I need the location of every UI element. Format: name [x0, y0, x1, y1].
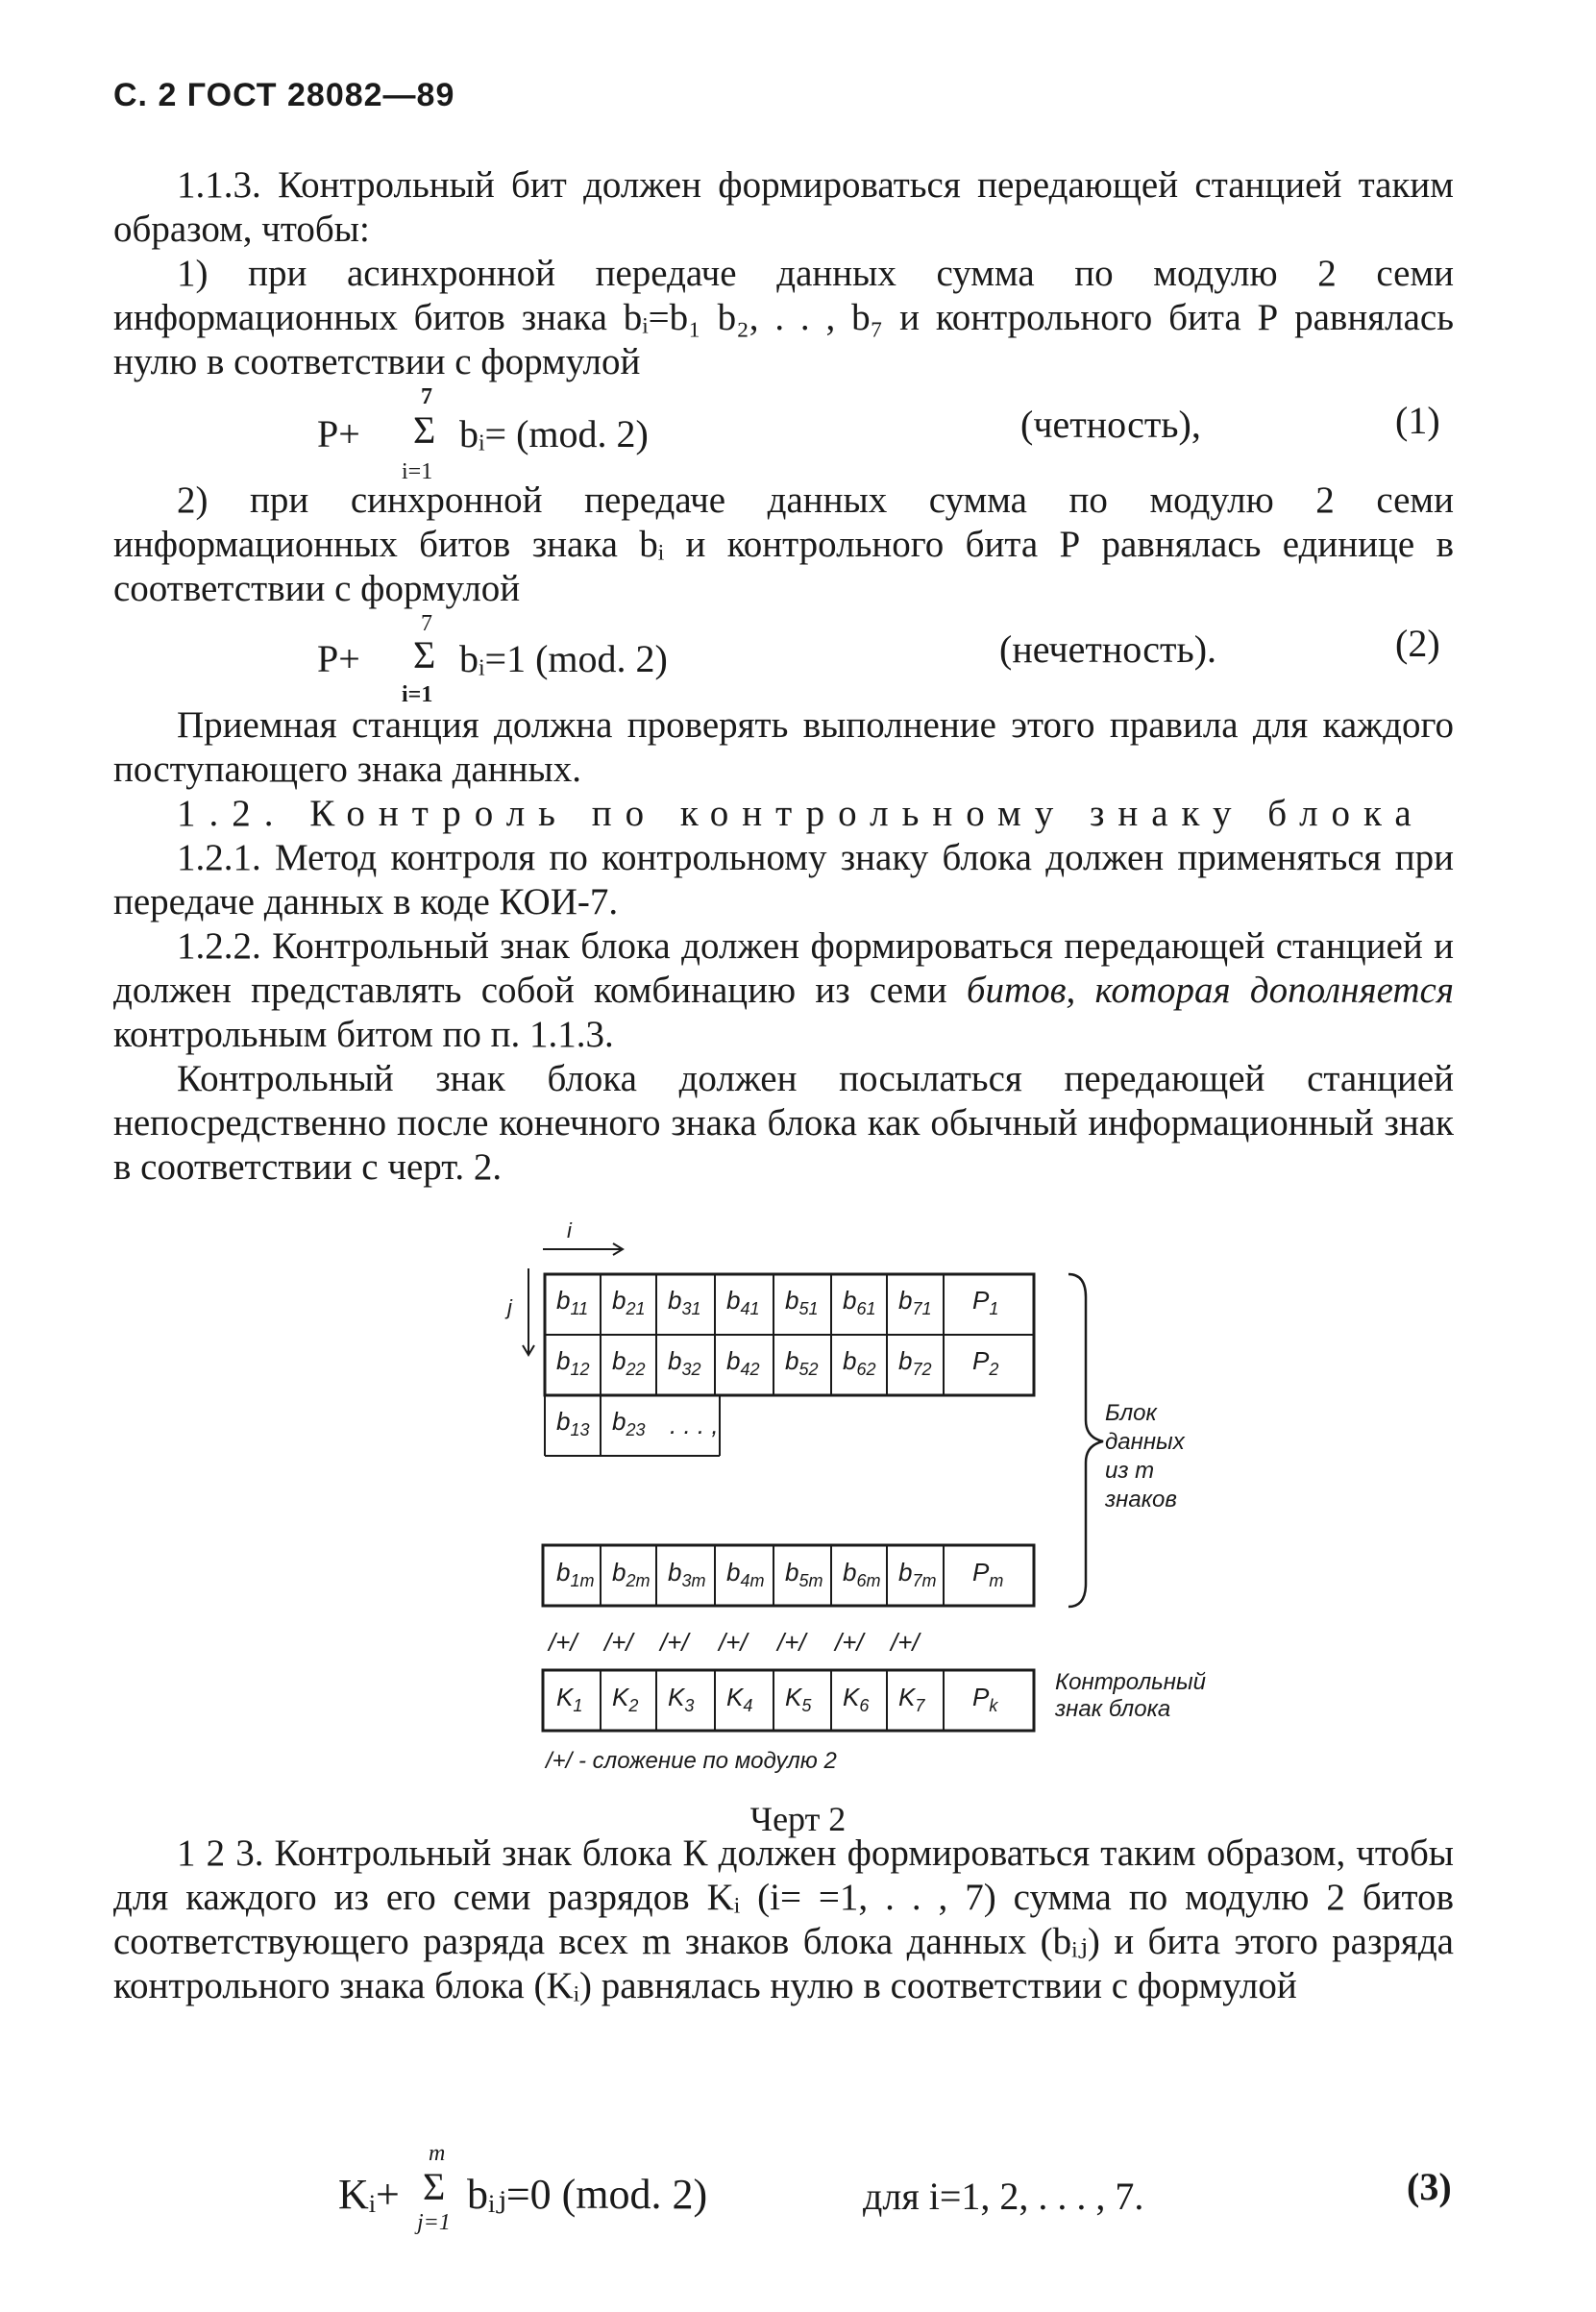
- row-k-cell-8: $P_k$: [972, 1683, 998, 1715]
- eq2-sum-bottom: i=1: [402, 682, 433, 707]
- brace-label-line-4: знаков: [1105, 1487, 1177, 1513]
- eq1-sum-top: 7: [421, 384, 432, 409]
- row-m-cell-8: $P_m$: [972, 1558, 1004, 1590]
- paragraph-send: Контрольный знак блока должен посылаться передающей станцией непосредственно после конечного знака блока как обычный информационный знак в соответствии с черт. 2.: [113, 1058, 1454, 1188]
- row-k-cell-2: $K_2$: [612, 1683, 639, 1715]
- brace-label-line-1: Блок: [1105, 1400, 1157, 1426]
- sigma-icon: Σ: [423, 2165, 446, 2208]
- row-k-cell-5: $K_5$: [785, 1683, 812, 1715]
- paragraph-receive: Приемная станция должна проверять выполнение этого правила для каждого поступающего знака данных.: [113, 704, 1454, 790]
- eq3-lhs: Kᵢ+: [338, 2171, 400, 2218]
- row-1-cell-6: $b_{61}$: [843, 1286, 876, 1318]
- row-m-cell-3: $b_{3m}$: [668, 1558, 706, 1590]
- eq2-note: (нечетность).: [999, 627, 1217, 671]
- row-3-ellipsis: . . . ,: [670, 1411, 719, 1439]
- arrow-i-label: i: [567, 1218, 572, 1242]
- row-2-cell-4: $b_{42}$: [726, 1346, 760, 1379]
- sigma-icon: Σ: [413, 408, 436, 452]
- row-m-cell-5: $b_{5m}$: [785, 1558, 823, 1590]
- row-2-cell-2: $b_{22}$: [612, 1346, 646, 1379]
- row-k-cell-4: $K_4$: [726, 1683, 753, 1715]
- row-k-cell-7: $K_7$: [898, 1683, 925, 1715]
- brace-label-line-3: из m: [1105, 1458, 1155, 1484]
- row-1-cell-5: $b_{51}$: [785, 1286, 819, 1318]
- eq2-number: (2): [1395, 622, 1440, 665]
- row-3-cell-1: $b_{13}$: [556, 1407, 590, 1439]
- eq1-sum-bottom: i=1: [402, 459, 433, 484]
- eq3-sum-bottom: j=1: [417, 2210, 451, 2235]
- row-2-cell-7: $b_{72}$: [898, 1346, 932, 1379]
- plus-mark-5: /+/: [777, 1628, 806, 1657]
- paragraph-1-2-3: 1 2 3. Контрольный знак блока К должен формироваться таким образом, чтобы для каждого из его семи разрядов Kᵢ (i= =1, . . , 7) сумма по модулю 2 битов соответствующего разряда всех m знаков блока данных (bᵢⱼ) и бита этого разряда контрольного знака блока (Kᵢ) равнялась нулю в соответствии с формулой: [113, 1832, 1454, 2006]
- row-1-cell-3: $b_{31}$: [668, 1286, 701, 1318]
- p122-italic: битов, которая дополняется: [966, 970, 1454, 1011]
- row-k-cell-6: $K_6$: [843, 1683, 870, 1715]
- row-2-cell-3: $b_{32}$: [668, 1346, 701, 1379]
- paragraph-1-1-3-item-1: 1) при асинхронной передаче данных сумма по модулю 2 семи информационных битов знака bᵢ=b₁ b₂, . . , b₇ и контрольного бита Р равнялась нулю в соответствии с формулой: [113, 253, 1454, 382]
- eq3-note: для i=1, 2, . . . , 7.: [863, 2175, 1144, 2218]
- section-1-2-3: [113, 1832, 1454, 2008]
- sigma-icon: Σ: [413, 633, 436, 676]
- row-2-cell-1: $b_{12}$: [556, 1346, 590, 1379]
- eq1-note: (четность),: [1020, 403, 1201, 446]
- row-3-cell-2: $b_{23}$: [612, 1407, 646, 1439]
- row-m-cell-7: $b_{7m}$: [898, 1558, 937, 1590]
- eq1-lhs: P+: [317, 412, 360, 455]
- paragraph-1-2-1: 1.2.1. Метод контроля по контрольному знаку блока должен применяться при передаче данных в коде КОИ-7.: [113, 837, 1454, 922]
- eq3-number: (3): [1407, 2165, 1452, 2208]
- row-m-cell-6: $b_{6m}$: [843, 1558, 881, 1590]
- paragraph-1-1-3: 1.1.3. Контрольный бит должен формироваться передающей станцией таким образом, чтобы:: [113, 164, 1454, 250]
- plus-mark-6: /+/: [835, 1628, 864, 1657]
- control-label-line-1: Контрольный: [1055, 1669, 1206, 1695]
- section-heading-1-2: 1.2. Контроль по контрольному знаку блока: [177, 793, 1425, 834]
- row-1-cell-2: $b_{21}$: [612, 1286, 646, 1318]
- diagram-legend: /+/ - сложение по модулю 2: [546, 1748, 837, 1774]
- p122-start: 1.2.2. Контрольный знак блока должен формироваться передающей станцией и должен представлять собой комбинацию из семи: [113, 925, 1454, 1011]
- p122-end: контрольным битом по п. 1.1.3.: [113, 1014, 614, 1055]
- brace-icon: [1068, 1274, 1103, 1607]
- row-k-cell-3: $K_3$: [668, 1683, 695, 1715]
- control-label-line-2: знак блока: [1055, 1696, 1171, 1722]
- row-1-cell-8: $P_1$: [972, 1286, 999, 1318]
- row-2-cell-8: $P_2$: [972, 1346, 999, 1379]
- paragraph-1-1-3-item-2: 2) при синхронной передаче данных сумма по модулю 2 семи информационных битов знака bᵢ и контрольного бита Р равнялась единице в соответствии с формулой: [113, 480, 1454, 609]
- plus-mark-1: /+/: [549, 1628, 577, 1657]
- page-header: С. 2 ГОСТ 28082—89: [113, 77, 455, 113]
- eq1-rhs: bᵢ= (mod. 2): [459, 412, 649, 455]
- eq1-number: (1): [1395, 399, 1440, 442]
- row-k-cell-1: $K_1$: [556, 1683, 583, 1715]
- figure-caption: Черт 2: [749, 1800, 847, 1838]
- plus-mark-4: /+/: [719, 1628, 748, 1657]
- row-m-cell-4: $b_{4m}$: [726, 1558, 765, 1590]
- eq2-lhs: P+: [317, 637, 360, 680]
- row-2-cell-6: $b_{62}$: [843, 1346, 876, 1379]
- row-m-cell-1: $b_{1m}$: [556, 1558, 595, 1590]
- plus-mark-2: /+/: [604, 1628, 633, 1657]
- brace-label-line-2: данных: [1105, 1429, 1185, 1455]
- row-m-cell-2: $b_{2m}$: [612, 1558, 651, 1590]
- row-1-cell-7: $b_{71}$: [898, 1286, 932, 1318]
- eq2-rhs: bᵢ=1 (mod. 2): [459, 637, 668, 680]
- eq2-sum-top: 7: [421, 611, 432, 636]
- row-1-cell-1: $b_{11}$: [556, 1286, 589, 1318]
- eq3-rhs: bᵢⱼ=0 (mod. 2): [467, 2171, 708, 2218]
- plus-mark-3: /+/: [660, 1628, 689, 1657]
- arrow-j-label: j: [507, 1295, 512, 1319]
- row-2-cell-5: $b_{52}$: [785, 1346, 819, 1379]
- eq3-sum-top: m: [429, 2141, 446, 2166]
- plus-mark-7: /+/: [891, 1628, 920, 1657]
- row-1-cell-4: $b_{41}$: [726, 1286, 760, 1318]
